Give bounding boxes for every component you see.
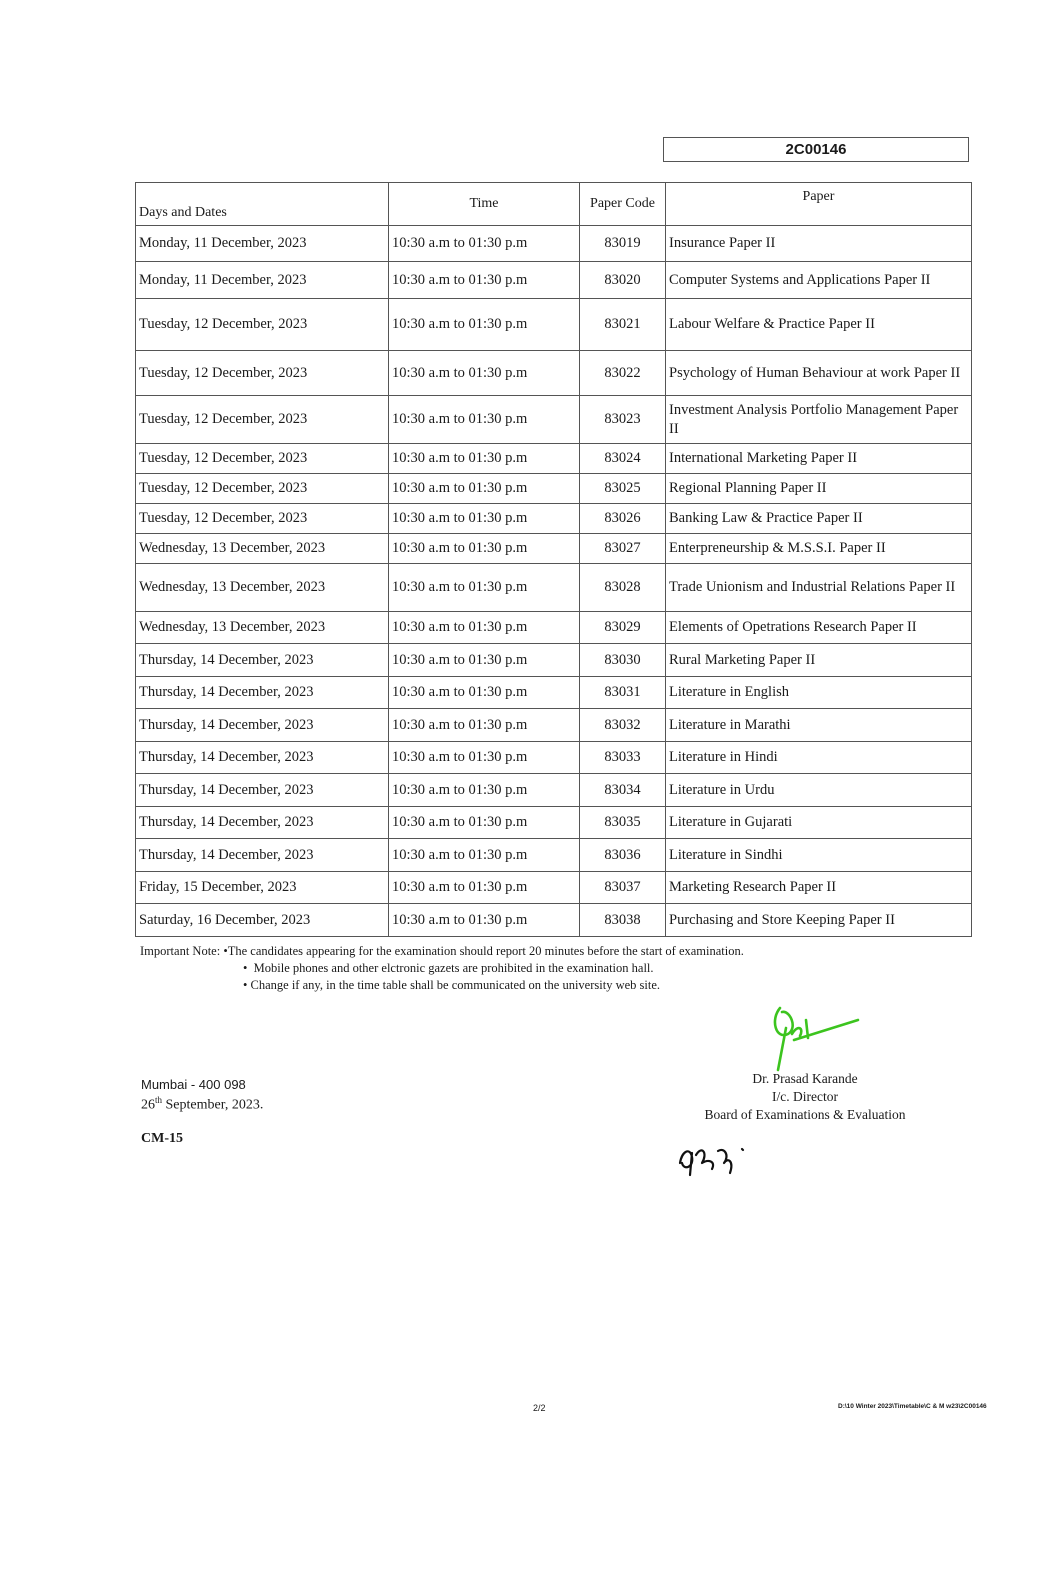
cell-time: 10:30 a.m to 01:30 p.m — [389, 534, 580, 564]
cell-time: 10:30 a.m to 01:30 p.m — [389, 396, 580, 444]
table-row — [136, 299, 972, 351]
cell-time: 10:30 a.m to 01:30 p.m — [389, 709, 580, 742]
note-item: Mobile phones and other elctronic gazets are prohibited in the examination hall. — [253, 961, 654, 975]
cell-paper: Enterpreneurship & M.S.S.I. Paper II — [666, 534, 972, 564]
column-header-dates: Days and Dates — [136, 183, 389, 226]
cell-paper-code: 83032 — [580, 709, 666, 742]
cell-paper-code: 83026 — [580, 504, 666, 534]
table-row — [136, 742, 972, 774]
table-row — [136, 839, 972, 872]
cell-time: 10:30 a.m to 01:30 p.m — [389, 742, 580, 774]
cell-date: Tuesday, 12 December, 2023 — [136, 474, 389, 504]
table-row — [136, 474, 972, 504]
cell-date: Wednesday, 13 December, 2023 — [136, 612, 389, 644]
table-row — [136, 504, 972, 534]
cell-paper-code: 83033 — [580, 742, 666, 774]
cell-paper: Insurance Paper II — [666, 226, 972, 262]
cell-time: 10:30 a.m to 01:30 p.m — [389, 504, 580, 534]
cell-time: 10:30 a.m to 01:30 p.m — [389, 612, 580, 644]
signatory-block — [680, 1070, 930, 1124]
cell-date: Tuesday, 12 December, 2023 — [136, 444, 389, 474]
table-row — [136, 872, 972, 904]
cell-paper: Psychology of Human Behaviour at work Paper II — [666, 351, 972, 396]
cell-paper-code: 83028 — [580, 564, 666, 612]
cell-paper: Regional Planning Paper II — [666, 474, 972, 504]
cell-time: 10:30 a.m to 01:30 p.m — [389, 644, 580, 677]
column-header-paper: Paper — [666, 183, 972, 226]
cell-paper-code: 83030 — [580, 644, 666, 677]
note-item: Change if any, in the time table shall be communicated on the university web site. — [250, 978, 661, 992]
cell-paper-code: 83038 — [580, 904, 666, 937]
cell-time: 10:30 a.m to 01:30 p.m — [389, 839, 580, 872]
table-row — [136, 904, 972, 937]
column-header-code: Paper Code — [580, 183, 666, 226]
cell-paper-code: 83019 — [580, 226, 666, 262]
cell-paper: Elements of Opetrations Research Paper II — [666, 612, 972, 644]
table-row — [136, 644, 972, 677]
director-signature — [758, 998, 868, 1073]
cell-time: 10:30 a.m to 01:30 p.m — [389, 904, 580, 937]
cell-time: 10:30 a.m to 01:30 p.m — [389, 564, 580, 612]
cell-paper: Literature in English — [666, 677, 972, 709]
cell-paper: Literature in Gujarati — [666, 807, 972, 839]
cell-date: Saturday, 16 December, 2023 — [136, 904, 389, 937]
cell-paper-code: 83034 — [580, 774, 666, 807]
cell-paper-code: 83023 — [580, 396, 666, 444]
cell-paper-code: 83036 — [580, 839, 666, 872]
signatory-department: Board of Examinations & Evaluation — [704, 1107, 906, 1122]
cell-date: Wednesday, 13 December, 2023 — [136, 534, 389, 564]
cell-date: Friday, 15 December, 2023 — [136, 872, 389, 904]
page-number: 2/2 — [533, 1403, 546, 1413]
cell-paper-code: 83027 — [580, 534, 666, 564]
cell-paper-code: 83021 — [580, 299, 666, 351]
cell-date: Tuesday, 12 December, 2023 — [136, 351, 389, 396]
cell-date: Thursday, 14 December, 2023 — [136, 774, 389, 807]
cell-time: 10:30 a.m to 01:30 p.m — [389, 444, 580, 474]
table-row — [136, 612, 972, 644]
cell-date: Thursday, 14 December, 2023 — [136, 807, 389, 839]
cell-time: 10:30 a.m to 01:30 p.m — [389, 351, 580, 396]
exam-timetable — [135, 182, 972, 937]
cell-time: 10:30 a.m to 01:30 p.m — [389, 299, 580, 351]
cell-paper: Literature in Marathi — [666, 709, 972, 742]
table-header-row — [136, 183, 972, 226]
cell-paper: Literature in Hindi — [666, 742, 972, 774]
issue-place: Mumbai - 400 098 — [141, 1077, 246, 1092]
cell-date: Thursday, 14 December, 2023 — [136, 839, 389, 872]
cell-date: Thursday, 14 December, 2023 — [136, 644, 389, 677]
table-row — [136, 534, 972, 564]
signatory-name: Dr. Prasad Karande — [752, 1071, 858, 1086]
cell-paper: International Marketing Paper II — [666, 444, 972, 474]
cell-date: Tuesday, 12 December, 2023 — [136, 396, 389, 444]
cell-date: Tuesday, 12 December, 2023 — [136, 299, 389, 351]
document-code: 2C00146 — [663, 137, 969, 162]
cell-date: Monday, 11 December, 2023 — [136, 226, 389, 262]
cell-paper: Purchasing and Store Keeping Paper II — [666, 904, 972, 937]
cell-date: Thursday, 14 December, 2023 — [136, 677, 389, 709]
initials-signature — [672, 1133, 757, 1178]
issue-date: 26th September, 2023. — [141, 1095, 264, 1113]
table-row — [136, 444, 972, 474]
cell-paper-code: 83025 — [580, 474, 666, 504]
cell-paper: Investment Analysis Portfolio Management Paper II — [666, 396, 972, 444]
cell-date: Monday, 11 December, 2023 — [136, 262, 389, 299]
cell-paper: Marketing Research Paper II — [666, 872, 972, 904]
table-row — [136, 351, 972, 396]
table-row — [136, 774, 972, 807]
cell-time: 10:30 a.m to 01:30 p.m — [389, 774, 580, 807]
cell-paper-code: 83037 — [580, 872, 666, 904]
table-row — [136, 262, 972, 299]
signatory-title: I/c. Director — [772, 1089, 838, 1104]
table-row — [136, 677, 972, 709]
cell-paper: Rural Marketing Paper II — [666, 644, 972, 677]
cell-date: Wednesday, 13 December, 2023 — [136, 564, 389, 612]
cell-time: 10:30 a.m to 01:30 p.m — [389, 226, 580, 262]
cell-date: Tuesday, 12 December, 2023 — [136, 504, 389, 534]
cell-paper: Computer Systems and Applications Paper II — [666, 262, 972, 299]
note-item: The candidates appearing for the examination should report 20 minutes before the start of examination. — [227, 944, 744, 958]
table-row — [136, 709, 972, 742]
cell-time: 10:30 a.m to 01:30 p.m — [389, 262, 580, 299]
notes-label: Important Note: — [140, 944, 221, 958]
table-row — [136, 807, 972, 839]
cell-date: Thursday, 14 December, 2023 — [136, 709, 389, 742]
cell-paper: Trade Unionism and Industrial Relations Paper II — [666, 564, 972, 612]
cell-paper: Labour Welfare & Practice Paper II — [666, 299, 972, 351]
table-row — [136, 226, 972, 262]
cell-paper-code: 83022 — [580, 351, 666, 396]
cell-date: Thursday, 14 December, 2023 — [136, 742, 389, 774]
cell-paper-code: 83035 — [580, 807, 666, 839]
cell-time: 10:30 a.m to 01:30 p.m — [389, 807, 580, 839]
cell-paper: Literature in Sindhi — [666, 839, 972, 872]
file-path: D:\10 Winter 2023\Timetable\C & M w23\2C00146 — [838, 1403, 987, 1410]
cell-paper-code: 83024 — [580, 444, 666, 474]
column-header-time: Time — [389, 183, 580, 226]
table-row — [136, 564, 972, 612]
table-row — [136, 396, 972, 444]
important-notes: Important Note: •The candidates appearing for the examination should report 20 minutes before the start of examination. • Mobile phones and other elctronic gazets are prohibited in the examination hall. • Change if any, in the time table shall be communicated on the university web site. — [140, 944, 744, 992]
cell-paper-code: 83020 — [580, 262, 666, 299]
cell-paper: Literature in Urdu — [666, 774, 972, 807]
cell-time: 10:30 a.m to 01:30 p.m — [389, 872, 580, 904]
cell-paper-code: 83029 — [580, 612, 666, 644]
reference-code: CM-15 — [141, 1131, 183, 1146]
cell-paper-code: 83031 — [580, 677, 666, 709]
cell-paper: Banking Law & Practice Paper II — [666, 504, 972, 534]
cell-time: 10:30 a.m to 01:30 p.m — [389, 474, 580, 504]
cell-time: 10:30 a.m to 01:30 p.m — [389, 677, 580, 709]
